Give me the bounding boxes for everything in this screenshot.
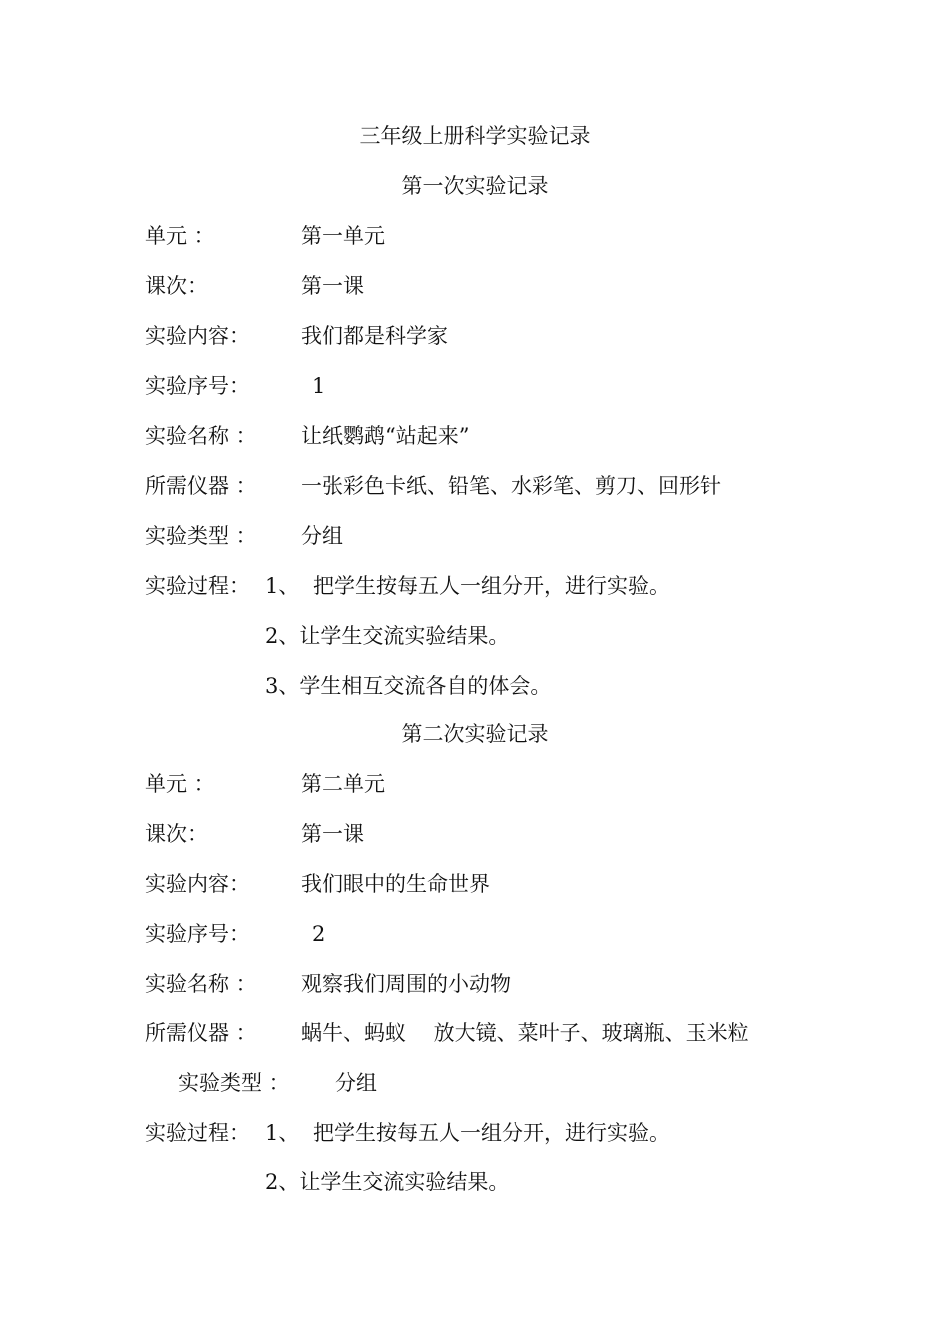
record-1-content-label: 实验内容： xyxy=(145,324,250,348)
record-1-type-label: 实验类型 ： xyxy=(145,524,257,548)
record-2-equipment-label: 所需仪器 ： xyxy=(145,1021,257,1045)
record-2-name-label: 实验名称 ： xyxy=(145,972,257,996)
record-2-equipment-value: 蜗牛、蚂蚁 放大镜、菜叶子、玻璃瓶、玉米粒 xyxy=(301,1021,749,1045)
record-2-step-1-number: 1、 xyxy=(265,1121,300,1145)
record-1-process-label: 实验过程： xyxy=(145,574,250,598)
record-2-process-label: 实验过程： xyxy=(145,1121,250,1145)
record-2-lesson-label: 课次： xyxy=(145,822,208,846)
record-1-step-1-text: 把学生按每五人一组分开，进行实验。 xyxy=(313,574,670,598)
record-1-step-1-number: 1、 xyxy=(265,574,300,598)
record-2-unit-value: 第二单元 xyxy=(301,772,385,796)
record-1-heading: 第一次实验记录 xyxy=(401,174,549,198)
record-2-unit-label: 单元 ： xyxy=(145,772,215,796)
record-1-step-2: 2、让学生交流实验结果。 xyxy=(265,624,510,648)
record-1-number-value: 1 xyxy=(312,374,326,398)
record-2-name-value: 观察我们周围的小动物 xyxy=(301,972,511,996)
record-2-number-label: 实验序号： xyxy=(145,922,250,946)
record-2-content-value: 我们眼中的生命世界 xyxy=(301,872,490,896)
record-2-heading: 第二次实验记录 xyxy=(401,722,549,746)
record-2-number-value: 2 xyxy=(312,922,326,946)
record-1-lesson-value: 第一课 xyxy=(301,274,364,298)
record-1-content-value: 我们都是科学家 xyxy=(301,324,448,348)
document-title: 三年级上册科学实验记录 xyxy=(359,124,591,148)
record-1-type-value: 分组 xyxy=(301,524,343,548)
record-1-equipment-value: 一张彩色卡纸、铅笔、水彩笔、剪刀、回形针 xyxy=(301,474,721,498)
record-1-lesson-label: 课次： xyxy=(145,274,208,298)
record-2-type-value: 分组 xyxy=(335,1071,377,1095)
record-2-step-2: 2、让学生交流实验结果。 xyxy=(265,1170,510,1194)
record-2-lesson-value: 第一课 xyxy=(301,822,364,846)
record-2-step-1-text: 把学生按每五人一组分开，进行实验。 xyxy=(313,1121,670,1145)
record-1-unit-label: 单元 ： xyxy=(145,224,215,248)
record-2-type-label: 实验类型 ： xyxy=(178,1071,290,1095)
record-1-name-value: 让纸鹦鹉“站起来” xyxy=(301,424,470,448)
record-1-name-label: 实验名称 ： xyxy=(145,424,257,448)
record-1-unit-value: 第一单元 xyxy=(301,224,385,248)
record-1-equipment-label: 所需仪器 ： xyxy=(145,474,257,498)
record-1-number-label: 实验序号： xyxy=(145,374,250,398)
record-2-content-label: 实验内容： xyxy=(145,872,250,896)
record-1-step-3: 3、学生相互交流各自的体会。 xyxy=(265,674,552,698)
